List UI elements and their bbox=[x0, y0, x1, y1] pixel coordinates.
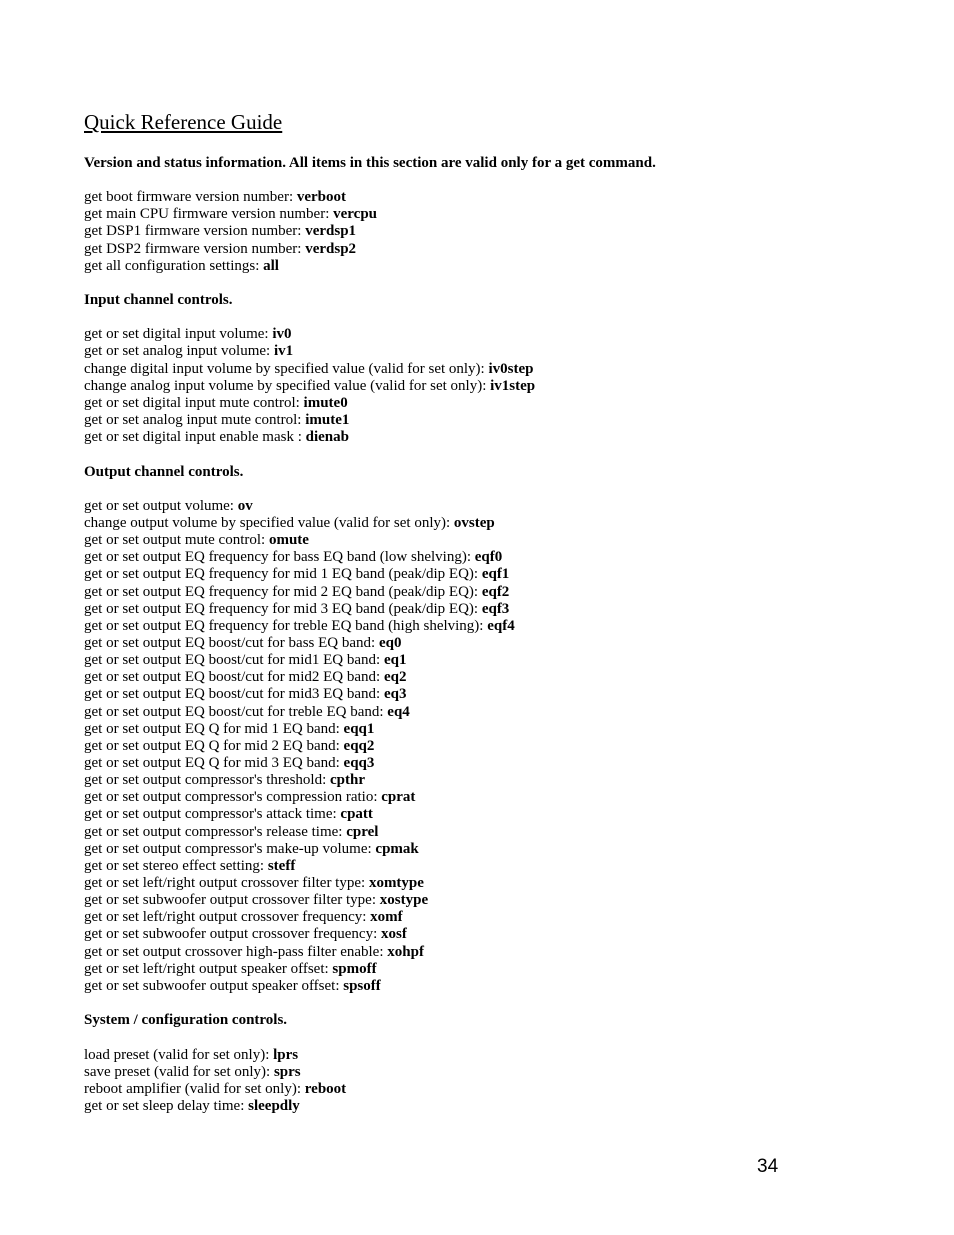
list-item: get boot firmware version number: verboot bbox=[84, 189, 347, 205]
list-item: get or set output EQ boost/cut for treble EQ band: eq4 bbox=[84, 704, 410, 720]
list-item: get or set left/right output crossover filter type: xomtype bbox=[84, 875, 424, 891]
list-item: get or set output EQ boost/cut for mid1 EQ band: eq1 bbox=[84, 652, 407, 668]
section-heading-input: Input channel controls. bbox=[84, 292, 233, 308]
list-item: get or set output EQ boost/cut for mid3 EQ band: eq3 bbox=[84, 686, 407, 702]
list-item: get or set output crossover high-pass filter enable: xohpf bbox=[84, 944, 424, 960]
list-item: get or set output volume: ov bbox=[84, 498, 253, 514]
list-item: get main CPU firmware version number: vercpu bbox=[84, 206, 378, 222]
list-item: get or set output EQ frequency for mid 2 EQ band (peak/dip EQ): eqf2 bbox=[84, 584, 510, 600]
list-item: get or set sleep delay time: sleepdly bbox=[84, 1098, 300, 1114]
list-item: get or set subwoofer output crossover frequency: xosf bbox=[84, 926, 407, 942]
list-item: get DSP1 firmware version number: verdsp1 bbox=[84, 223, 357, 239]
list-item: get or set output compressor's attack time: cpatt bbox=[84, 806, 373, 822]
list-item: get DSP2 firmware version number: verdsp2 bbox=[84, 241, 357, 257]
list-item: get or set analog input mute control: imute1 bbox=[84, 412, 350, 428]
list-item: get or set left/right output crossover frequency: xomf bbox=[84, 909, 403, 925]
list-item: load preset (valid for set only): lprs bbox=[84, 1047, 299, 1063]
section-heading-version: Version and status information. All items in this section are valid only for a get command. bbox=[84, 155, 656, 171]
section-heading-output: Output channel controls. bbox=[84, 464, 244, 480]
list-item: get or set subwoofer output crossover filter type: xostype bbox=[84, 892, 429, 908]
list-item: change output volume by specified value (valid for set only): ovstep bbox=[84, 515, 495, 531]
list-item: get or set output EQ frequency for bass EQ band (low shelving): eqf0 bbox=[84, 549, 503, 565]
list-item: get or set subwoofer output speaker offset: spsoff bbox=[84, 978, 381, 994]
list-item: get or set output EQ boost/cut for bass EQ band: eq0 bbox=[84, 635, 402, 651]
list-item: reboot amplifier (valid for set only): reboot bbox=[84, 1081, 347, 1097]
list-item: get all configuration settings: all bbox=[84, 258, 279, 274]
list-item: get or set digital input volume: iv0 bbox=[84, 326, 292, 342]
list-item: get or set left/right output speaker offset: spmoff bbox=[84, 961, 377, 977]
list-item: get or set digital input enable mask : dienab bbox=[84, 429, 349, 445]
list-item: save preset (valid for set only): sprs bbox=[84, 1064, 301, 1080]
list-item: get or set stereo effect setting: steff bbox=[84, 858, 296, 874]
list-item: change digital input volume by specified value (valid for set only): iv0step bbox=[84, 361, 534, 377]
list-item: get or set output EQ Q for mid 3 EQ band: eqq3 bbox=[84, 755, 375, 771]
list-item: get or set output EQ Q for mid 2 EQ band: eqq2 bbox=[84, 738, 375, 754]
page-title: Quick Reference Guide bbox=[84, 110, 283, 134]
list-item: get or set output EQ boost/cut for mid2 EQ band: eq2 bbox=[84, 669, 407, 685]
list-item: get or set digital input mute control: imute0 bbox=[84, 395, 348, 411]
list-item: get or set output compressor's make-up volume: cpmak bbox=[84, 841, 419, 857]
list-item: change analog input volume by specified value (valid for set only): iv1step bbox=[84, 378, 536, 394]
page-number: 34 bbox=[757, 1156, 779, 1177]
list-item: get or set output mute control: omute bbox=[84, 532, 309, 548]
list-item: get or set output compressor's threshold: cpthr bbox=[84, 772, 365, 788]
list-item: get or set output compressor's release time: cprel bbox=[84, 824, 379, 840]
list-item: get or set output EQ frequency for mid 3 EQ band (peak/dip EQ): eqf3 bbox=[84, 601, 510, 617]
section-heading-system: System / configuration controls. bbox=[84, 1012, 288, 1028]
list-item: get or set analog input volume: iv1 bbox=[84, 343, 294, 359]
list-item: get or set output EQ frequency for mid 1 EQ band (peak/dip EQ): eqf1 bbox=[84, 566, 510, 582]
list-item: get or set output EQ Q for mid 1 EQ band: eqq1 bbox=[84, 721, 375, 737]
list-item: get or set output EQ frequency for treble EQ band (high shelving): eqf4 bbox=[84, 618, 515, 634]
list-item: get or set output compressor's compression ratio: cprat bbox=[84, 789, 416, 805]
